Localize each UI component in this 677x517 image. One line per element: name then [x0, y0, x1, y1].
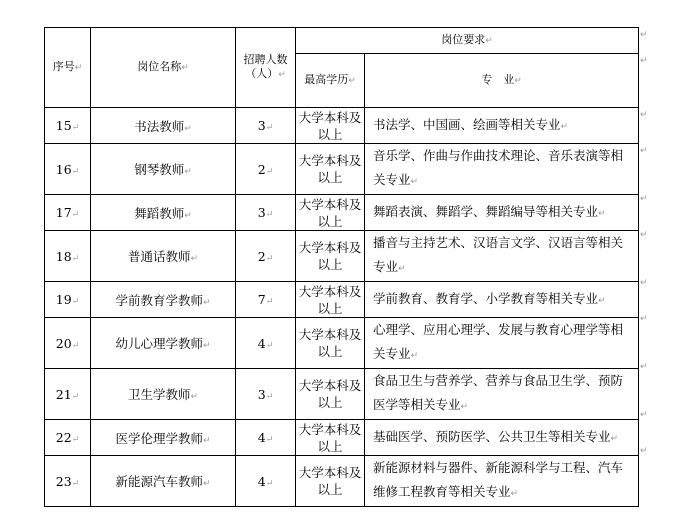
cell-position-name: 卫生学教师↵ [91, 369, 236, 420]
table-row [45, 318, 639, 369]
table-row [45, 369, 639, 420]
table-row [45, 282, 639, 318]
cell-major: 舞蹈表演、舞蹈学、舞蹈编导等相关专业↵ [365, 195, 639, 231]
cell-seq: 23↵ [45, 456, 91, 507]
cell-major: 心理学、应用心理学、发展与教育心理学等相关专业↵ [365, 318, 639, 369]
paragraph-mark: ↵ [640, 362, 648, 372]
table-row [45, 144, 639, 195]
cell-position-name: 幼儿心理学教师↵ [91, 318, 236, 369]
paragraph-mark: ↵ [640, 110, 648, 120]
table-row [45, 420, 639, 456]
paragraph-mark: ↵ [640, 56, 648, 66]
cell-major: 学前教育、教育学、小学教育等相关专业↵ [365, 282, 639, 318]
cell-education: 大学本科及以上 [296, 369, 365, 420]
header-education: 最高学历↵ [296, 54, 365, 108]
paragraph-mark: ↵ [640, 146, 648, 156]
cell-count: 4↵ [236, 456, 296, 507]
table-row [45, 231, 639, 282]
cell-major: 食品卫生与营养学、营养与食品卫生学、预防医学等相关专业↵ [365, 369, 639, 420]
header-position: 岗位名称↵ [91, 28, 236, 108]
cell-position-name: 学前教育学教师↵ [91, 282, 236, 318]
cell-count: 3↵ [236, 108, 296, 144]
cell-education: 大学本科及以上 [296, 195, 365, 231]
cell-education: 大学本科及以上 [296, 144, 365, 195]
cell-seq: 18↵ [45, 231, 91, 282]
table-body [45, 108, 639, 507]
cell-major: 基础医学、预防医学、公共卫生等相关专业↵ [365, 420, 639, 456]
cell-major: 新能源材料与器件、新能源科学与工程、汽车维修工程教育等相关专业↵ [365, 456, 639, 507]
paragraph-mark: ↵ [640, 410, 648, 420]
paragraph-mark: ↵ [640, 194, 648, 204]
table-row [45, 456, 639, 507]
cell-education: 大学本科及以上 [296, 108, 365, 144]
table-row [45, 195, 639, 231]
header-requirements: 岗位要求↵ [296, 28, 639, 54]
cell-major: 播音与主持艺术、汉语言文学、汉语言等相关专业↵ [365, 231, 639, 282]
paragraph-mark: ↵ [640, 230, 648, 240]
cell-education: 大学本科及以上 [296, 318, 365, 369]
cell-education: 大学本科及以上 [296, 231, 365, 282]
cell-position-name: 书法教师↵ [91, 108, 236, 144]
cell-seq: 15↵ [45, 108, 91, 144]
cell-education: 大学本科及以上 [296, 420, 365, 456]
cell-education: 大学本科及以上 [296, 282, 365, 318]
cell-seq: 21↵ [45, 369, 91, 420]
cell-seq: 16↵ [45, 144, 91, 195]
cell-position-name: 新能源汽车教师↵ [91, 456, 236, 507]
cell-count: 2↵ [236, 144, 296, 195]
paragraph-mark: ↵ [640, 446, 648, 456]
cell-position-name: 钢琴教师↵ [91, 144, 236, 195]
cell-count: 7↵ [236, 282, 296, 318]
cell-count: 3↵ [236, 195, 296, 231]
cell-position-name: 普通话教师↵ [91, 231, 236, 282]
paragraph-mark: ↵ [640, 314, 648, 324]
header-count: 招聘人数（人）↵ [236, 28, 296, 108]
cell-count: 4↵ [236, 420, 296, 456]
cell-seq: 17↵ [45, 195, 91, 231]
header-seq: 序号↵ [45, 28, 91, 108]
cell-major: 音乐学、作曲与作曲技术理论、音乐表演等相关专业↵ [365, 144, 639, 195]
paragraph-mark: ↵ [640, 30, 648, 40]
cell-position-name: 舞蹈教师↵ [91, 195, 236, 231]
table-row [45, 108, 639, 144]
header-major: 专 业↵ [365, 54, 639, 108]
cell-position-name: 医学伦理学教师↵ [91, 420, 236, 456]
cell-count: 2↵ [236, 231, 296, 282]
cell-major: 书法学、中国画、绘画等相关专业↵ [365, 108, 639, 144]
cell-count: 4↵ [236, 318, 296, 369]
paragraph-mark: ↵ [640, 278, 648, 288]
cell-education: 大学本科及以上 [296, 456, 365, 507]
recruitment-table [44, 27, 639, 507]
cell-seq: 19↵ [45, 282, 91, 318]
cell-count: 3↵ [236, 369, 296, 420]
cell-seq: 20↵ [45, 318, 91, 369]
cell-seq: 22↵ [45, 420, 91, 456]
